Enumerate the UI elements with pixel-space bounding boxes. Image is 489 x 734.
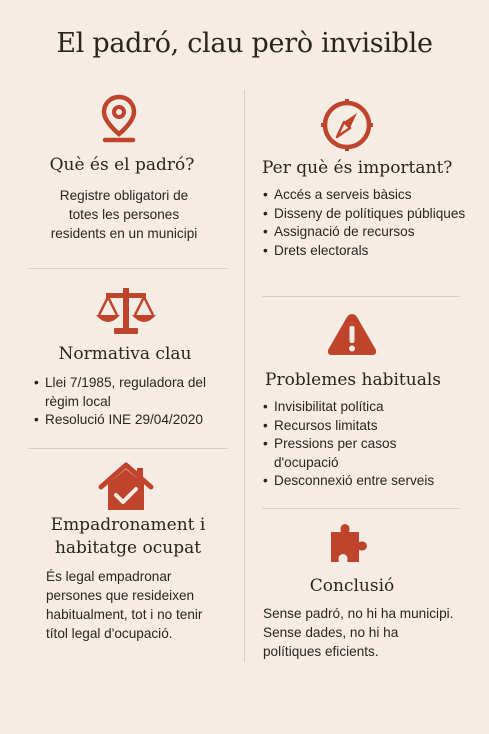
que-es-text [0,186,248,243]
left-divider-2 [28,448,228,449]
list-item: • Assignació de recursos [263,223,473,242]
list-item: • Drets electorals [263,242,473,261]
page-title: El padró, clau però invisible [56,28,433,59]
normativa-heading: Normativa clau [58,344,192,364]
conclusio-text [263,604,483,661]
list-item: • Invisibilitat política [263,398,473,417]
compass-icon [320,98,374,152]
right-divider-1 [262,296,460,297]
scales-icon [94,285,158,337]
list-item: • Accés a serveis bàsics [263,186,473,205]
text-line: Registre obligatori de [59,188,189,203]
puzzle-icon [325,520,375,568]
text-line: És legal empadronar [46,569,172,584]
list-item: • Pressions per casos d'ocupació [263,435,422,472]
heading-line: Empadronament i [50,515,206,535]
per-que-list [263,186,473,260]
list-item: • Resolució INE 29/04/2020 [34,411,234,430]
text-line: títol legal d'ocupació. [46,626,173,641]
normativa-list [34,374,234,430]
text-line: residents en un municipi [50,226,198,241]
empadronament-text [46,567,246,643]
heading-line: habitatge ocupat [54,538,202,558]
text-line: totes les persones [68,207,180,222]
empadronament-heading [0,514,256,560]
list-item: • Llei 7/1985, reguladora del règim local [34,374,234,411]
text-line: habitualment, tot i no tenir [46,607,203,622]
text-line: polítiques eficients. [263,644,379,659]
list-item: • Disseny de polítiques públiques [263,205,473,224]
que-es-heading: Què és el padró? [49,155,195,175]
conclusio-heading: Conclusió [309,576,395,596]
warning-icon [326,311,378,357]
text-line: Sense padró, no hi ha municipi. [263,606,454,621]
right-divider-2 [262,508,460,509]
problemes-heading: Problemes habituals [265,370,441,390]
text-line: Sense dades, no hi ha [263,625,399,640]
list-item: • Desconnexió entre serveis [263,472,473,491]
text-line: persones que resideixen [46,588,195,603]
location-pin-icon [101,94,137,144]
problemes-list [263,398,473,491]
left-divider-1 [28,268,228,269]
per-que-heading: Per què és important? [262,158,453,178]
house-check-icon [97,461,155,513]
list-item: • Recursos limitats [263,417,473,436]
